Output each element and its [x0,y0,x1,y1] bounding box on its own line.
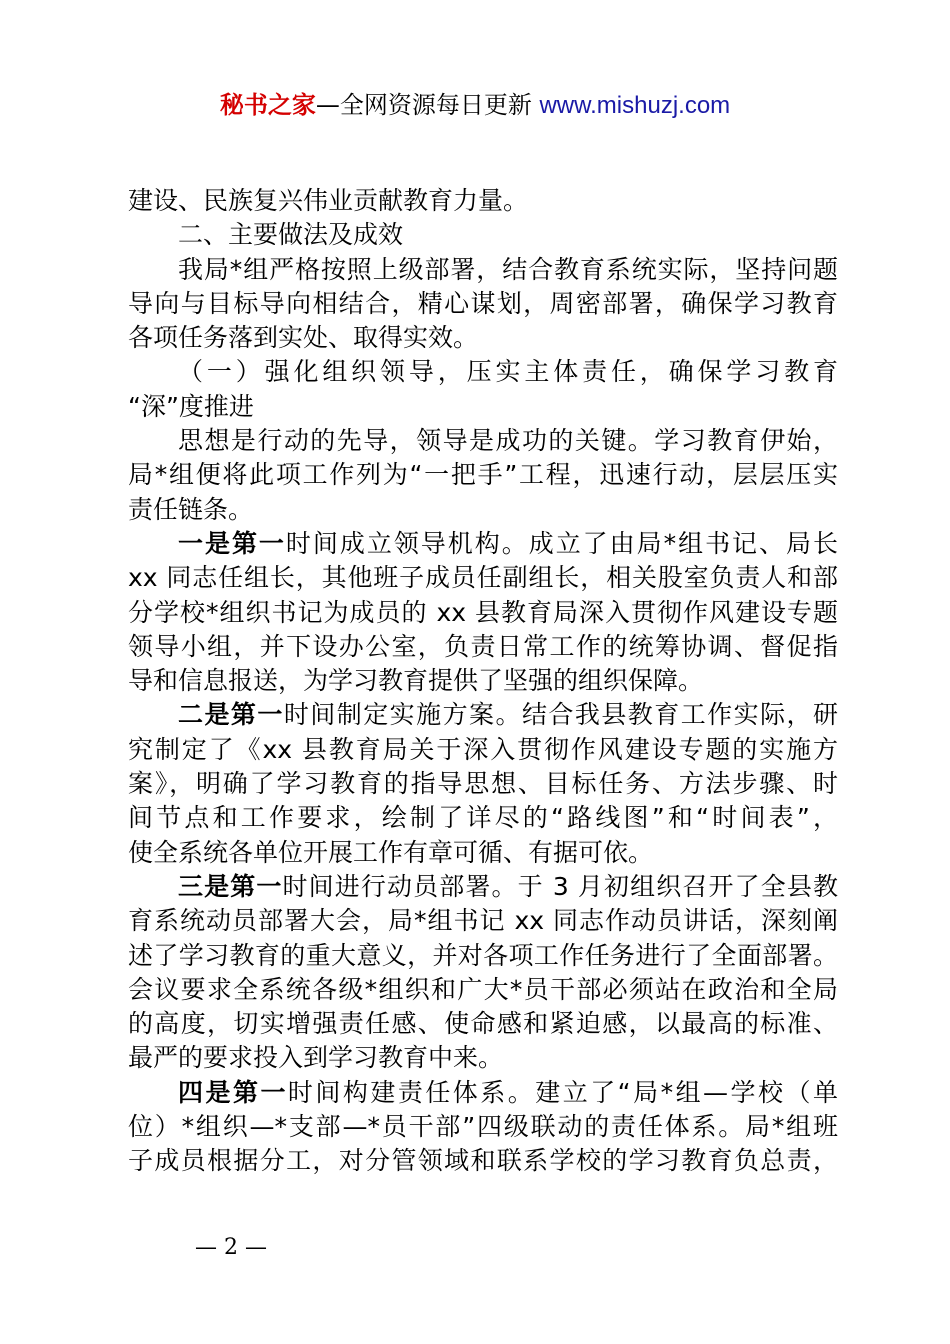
text-line: 最严的要求投入到学习教育中来。 [128,1043,504,1073]
text-line: 会议要求全系统各级*组织和广大*员干部必须站在政治和全局 [128,974,838,1004]
text-line: 导向与目标导向相结合，精心谋划，周密部署，确保学习教育 [128,288,838,318]
bold-lead: 三是第一 [178,871,283,901]
text-line: 我局*组严格按照上级部署，结合教育系统实际，坚持问题 [178,254,838,284]
subsection-heading: “深”度推进 [128,391,254,421]
text-line: 案》，明确了学习教育的指导思想、目标任务、方法步骤、时 [128,769,838,799]
section-heading: 二、主要做法及成效 [178,220,404,250]
text-line: 位）*组织—*支部—*员干部”四级联动的责任体系。局*组班 [128,1112,838,1142]
text-line: 二是第一时间制定实施方案。结合我县教育工作实际，研 [178,700,838,730]
text-line: 间节点和工作要求，绘制了详尽的“路线图”和“时间表”， [128,803,838,833]
page-number: — 2 — [195,1235,267,1260]
bold-lead: 一是第一 [178,528,286,558]
text-line: 子成员根据分工，对分管领域和联系学校的学习教育负总责， [128,1146,838,1176]
subsection-heading: （一）强化组织领导，压实主体责任，确保学习教育 [178,357,838,387]
text-line: 三是第一时间进行动员部署。于 3 月初组织召开了全县教 [178,871,838,901]
text-line: 育系统动员部署大会，局*组书记 xx 同志作动员讲话，深刻阐 [128,906,838,936]
text-line: 的高度，切实增强责任感、使命感和紧迫感，以最高的标准、 [128,1009,838,1039]
text-line: 究制定了《xx 县教育局关于深入贯彻作风建设专题的实施方 [128,734,838,764]
text-line: xx 同志任组长，其他班子成员任副组长，相关股室负责人和部 [128,563,838,593]
text-line: 局*组便将此项工作列为“一把手”工程，迅速行动，层层压实 [128,460,838,490]
brand-name: 秘书之家 [219,91,316,119]
header-tagline: —全网资源每日更新 [315,91,540,119]
text-line: 使全系统各单位开展工作有章可循、有据可依。 [128,837,654,867]
site-header [0,88,950,123]
text-line: 一是第一时间成立领导机构。成立了由局*组书记、局长 [178,528,838,558]
text-line: 建设、民族复兴伟业贡献教育力量。 [128,186,529,215]
text-line: 领导小组，并下设办公室，负责日常工作的统筹协调、督促指 [128,631,838,661]
text-line: 述了学习教育的重大意义，并对各项工作任务进行了全面部署。 [128,940,838,970]
website-url[interactable]: www.mishuzj.com [539,92,731,119]
document-body [128,184,838,1179]
text-line: 各项任务落到实处、取得实效。 [128,323,479,353]
text-line: 分学校*组织书记为成员的 xx 县教育局深入贯彻作风建设专题 [128,597,838,627]
text-line: 思想是行动的先导，领导是成功的关键。学习教育伊始， [178,426,838,456]
text-line: 导和信息报送，为学习教育提供了坚强的组织保障。 [128,666,704,696]
text-line: 责任链条。 [128,494,254,524]
text-line: 四是第一时间构建责任体系。建立了“局*组—学校（单 [178,1077,838,1107]
bold-lead: 四是第一 [178,1077,288,1107]
bold-lead: 二是第一 [178,700,284,730]
